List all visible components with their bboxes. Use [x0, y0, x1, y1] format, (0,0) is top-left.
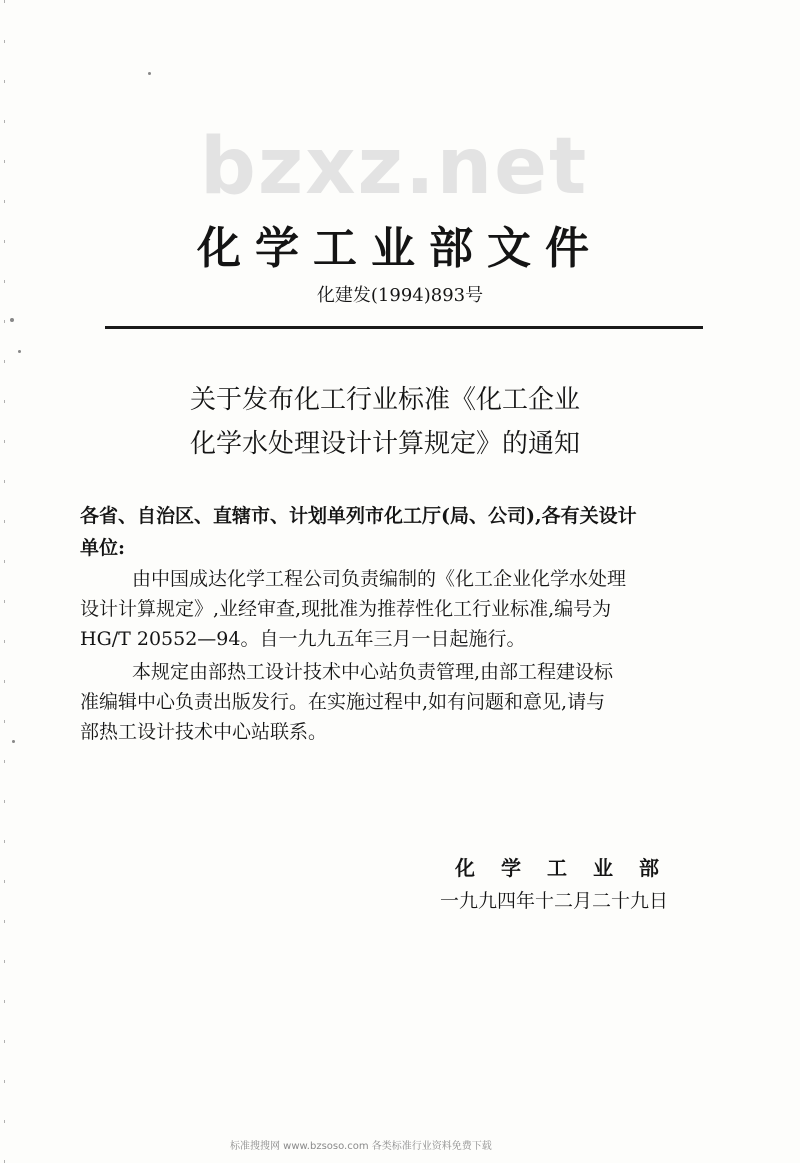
body-line: 由中国成达化学工程公司负责编制的《化工企业化学水处理 [132, 568, 627, 590]
body-line: 本规定由部热工设计技术中心站负责管理,由部工程建设标 [132, 661, 614, 683]
body-line: 部热工设计技术中心站联系。 [80, 721, 328, 743]
document-header-title: 化学工业部文件 [197, 223, 603, 274]
scan-edge-left [4, 0, 5, 1163]
body-line: 设计计算规定》,业经审查,现批准为推荐性化工行业标准,编号为 [80, 598, 612, 620]
body-paragraph-1 [80, 564, 720, 654]
issuer-signature: 化学工业部 [455, 856, 685, 880]
issue-date: 一九九四年十二月二十九日 [440, 890, 669, 912]
document-number: 化建发(1994)893号 [316, 285, 484, 306]
scan-speck [12, 740, 15, 743]
notice-title-line: 关于发布化工行业标准《化工企业 [190, 385, 581, 415]
body-line: HG/T 20552—94。自一九九五年三月一日起施行。 [80, 628, 526, 650]
body-paragraph-2 [80, 657, 720, 747]
scan-speck [10, 318, 14, 322]
addressee-line: 单位: [80, 537, 126, 559]
scan-speck [18, 350, 21, 353]
addressee-line: 各省、自治区、直辖市、计划单列市化工厅(局、公司),各有关设计 [80, 505, 637, 527]
footer-source-note: 标准搜搜网 www.bzsoso.com 各类标准行业资料免费下载 [230, 1141, 492, 1152]
body-line: 准编辑中心负责出版发行。在实施过程中,如有问题和意见,请与 [80, 691, 606, 713]
notice-title-line: 化学水处理设计计算规定》的通知 [190, 429, 581, 459]
scan-speck [148, 72, 151, 75]
header-divider [105, 326, 703, 329]
notice-title [190, 378, 660, 466]
watermark: bzxz.net [200, 122, 589, 212]
addressee [80, 500, 720, 564]
